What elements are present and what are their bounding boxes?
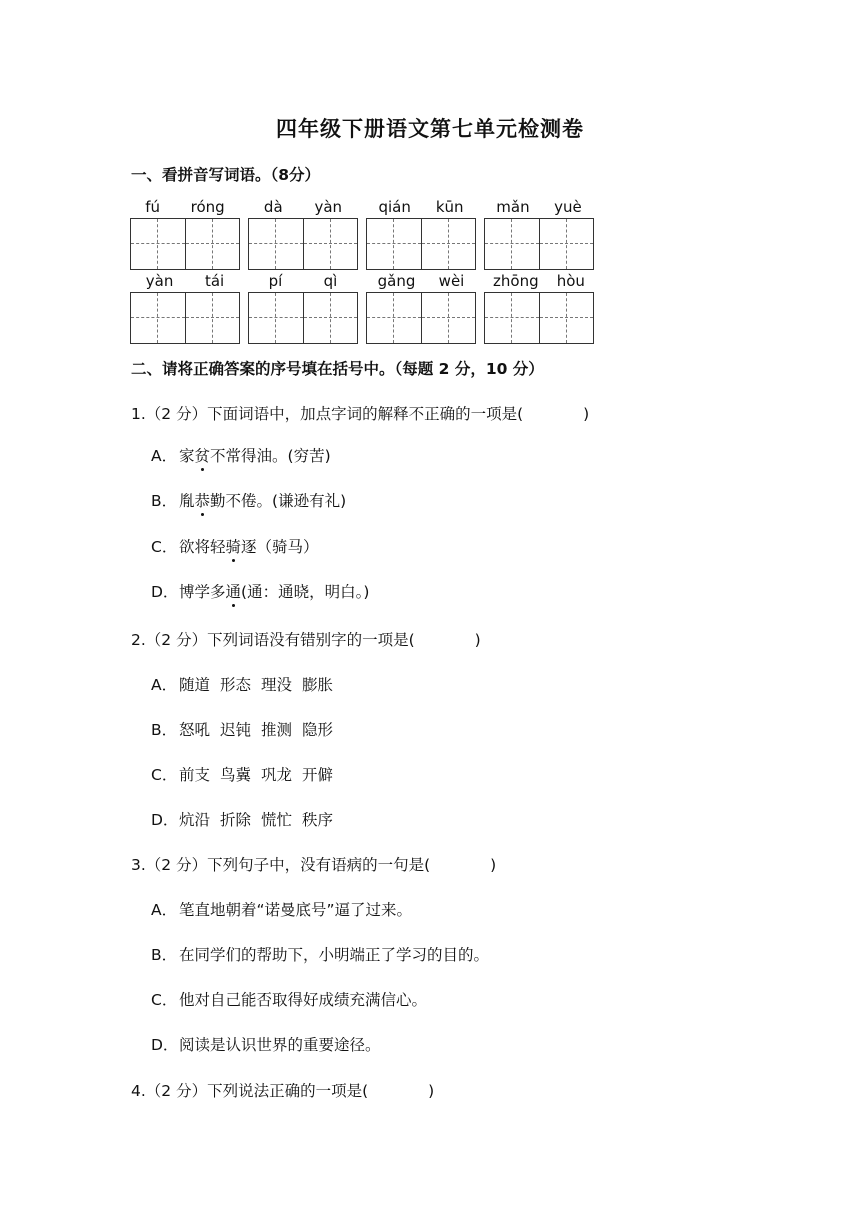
close-paren: ) <box>428 1082 435 1100</box>
writing-box[interactable] <box>484 292 594 344</box>
close-paren: ) <box>490 856 497 874</box>
pinyin-syllable: zhōng <box>493 272 539 290</box>
option-word: 迟钝 <box>220 721 252 739</box>
pinyin-syllable: tái <box>204 272 225 290</box>
writing-box[interactable] <box>366 218 476 270</box>
option-word: 巩龙 <box>261 766 293 784</box>
dotted-char: 通 <box>225 583 242 601</box>
question-2 <box>131 628 481 650</box>
option-text-post: (通：通晓，明白。) <box>241 583 370 601</box>
pinyin-syllable: mǎn <box>496 198 530 216</box>
option-word: 炕沿 <box>179 811 211 829</box>
option-word: 怒吼 <box>179 721 211 739</box>
option-text-pre: 博学多 <box>179 583 226 601</box>
q2-option-c[interactable] <box>151 763 343 785</box>
close-paren: ) <box>474 631 481 649</box>
page-title: 四年级下册语文第七单元检测卷 <box>276 117 584 141</box>
question-stem: 2.（2 分）下列词语没有错别字的一项是( <box>131 631 415 649</box>
option-letter: B． <box>151 721 178 739</box>
pinyin-syllable: qì <box>323 272 338 290</box>
option-word: 理没 <box>261 676 293 694</box>
option-letter: A． <box>151 447 178 465</box>
option-word: 秩序 <box>302 811 334 829</box>
dotted-char: 恭 <box>194 492 211 510</box>
option-letter: D． <box>151 1036 179 1054</box>
option-letter: D． <box>151 811 179 829</box>
option-word: 前支 <box>179 766 211 784</box>
pinyin-syllable: wèi <box>438 272 465 290</box>
option-word: 膨胀 <box>302 676 334 694</box>
pinyin-syllable: yàn <box>314 198 343 216</box>
close-paren: ) <box>583 405 590 423</box>
pinyin-syllable: hòu <box>556 272 585 290</box>
option-letter: C． <box>151 538 178 556</box>
option-text: 阅读是认识世界的重要途径。 <box>179 1036 381 1054</box>
option-letter: B． <box>151 492 178 510</box>
q1-option-d[interactable] <box>151 580 369 602</box>
section-1-heading: 一、看拼音写词语。（8分） <box>131 166 321 184</box>
q2-option-a[interactable] <box>151 673 343 695</box>
q1-option-a[interactable] <box>151 444 331 466</box>
question-stem: 3.（2 分）下列句子中，没有语病的一句是( <box>131 856 431 874</box>
option-text-pre: 欲将轻 <box>179 538 226 556</box>
option-letter: A． <box>151 676 178 694</box>
q2-option-b[interactable] <box>151 718 343 740</box>
writing-box[interactable] <box>248 292 358 344</box>
question-stem: 4.（2 分）下列说法正确的一项是( <box>131 1082 369 1100</box>
option-letter: C． <box>151 766 178 784</box>
q2-option-d[interactable] <box>151 808 343 830</box>
question-1 <box>131 402 589 424</box>
option-word: 隐形 <box>302 721 334 739</box>
pinyin-syllable: fú <box>145 198 161 216</box>
question-4 <box>131 1079 434 1101</box>
option-text-pre: 家 <box>179 447 195 465</box>
option-word: 推测 <box>261 721 293 739</box>
question-stem: 1.（2 分）下面词语中，加点字词的解释不正确的一项是( <box>131 405 524 423</box>
q3-option-d[interactable] <box>151 1033 381 1055</box>
question-3 <box>131 853 496 875</box>
option-text-pre: 胤 <box>179 492 195 510</box>
writing-box[interactable] <box>130 292 240 344</box>
option-letter: B． <box>151 946 178 964</box>
section-2-heading: 二、请将正确答案的序号填在括号中。（每题 2 分，10 分） <box>131 360 544 378</box>
option-word: 随道 <box>179 676 211 694</box>
option-text: 笔直地朝着“诺曼底号”逼了过来。 <box>179 901 413 919</box>
dotted-char: 贫 <box>194 447 211 465</box>
option-word: 慌忙 <box>261 811 293 829</box>
option-letter: A． <box>151 901 178 919</box>
q3-option-b[interactable] <box>151 943 489 965</box>
option-text-post: 勤不倦。(谦逊有礼) <box>210 492 347 510</box>
pinyin-syllable: yàn <box>145 272 174 290</box>
pinyin-syllable: kūn <box>435 198 464 216</box>
option-text: 他对自己能否取得好成绩充满信心。 <box>179 991 428 1009</box>
option-letter: C． <box>151 991 178 1009</box>
option-word: 形态 <box>220 676 252 694</box>
pinyin-syllable: pí <box>268 272 283 290</box>
option-word: 鸟冀 <box>220 766 252 784</box>
q3-option-c[interactable] <box>151 988 427 1010</box>
option-word: 开僻 <box>302 766 334 784</box>
option-text-post: 不常得油。(穷苦) <box>210 447 331 465</box>
writing-box[interactable] <box>366 292 476 344</box>
q3-option-a[interactable] <box>151 898 412 920</box>
pinyin-syllable: gǎng <box>377 272 416 290</box>
pinyin-syllable: qián <box>378 198 411 216</box>
q1-option-b[interactable] <box>151 489 346 511</box>
dotted-char: 骑 <box>225 538 242 556</box>
writing-box[interactable] <box>484 218 594 270</box>
writing-box[interactable] <box>130 218 240 270</box>
option-text-post: 逐（骑马） <box>241 538 319 556</box>
pinyin-syllable: yuè <box>554 198 582 216</box>
option-text: 在同学们的帮助下，小明端正了学习的目的。 <box>179 946 490 964</box>
option-word: 折除 <box>220 811 252 829</box>
q1-option-c[interactable] <box>151 535 319 557</box>
option-letter: D． <box>151 583 179 601</box>
pinyin-syllable: róng <box>190 198 225 216</box>
pinyin-syllable: dà <box>263 198 283 216</box>
writing-box[interactable] <box>248 218 358 270</box>
